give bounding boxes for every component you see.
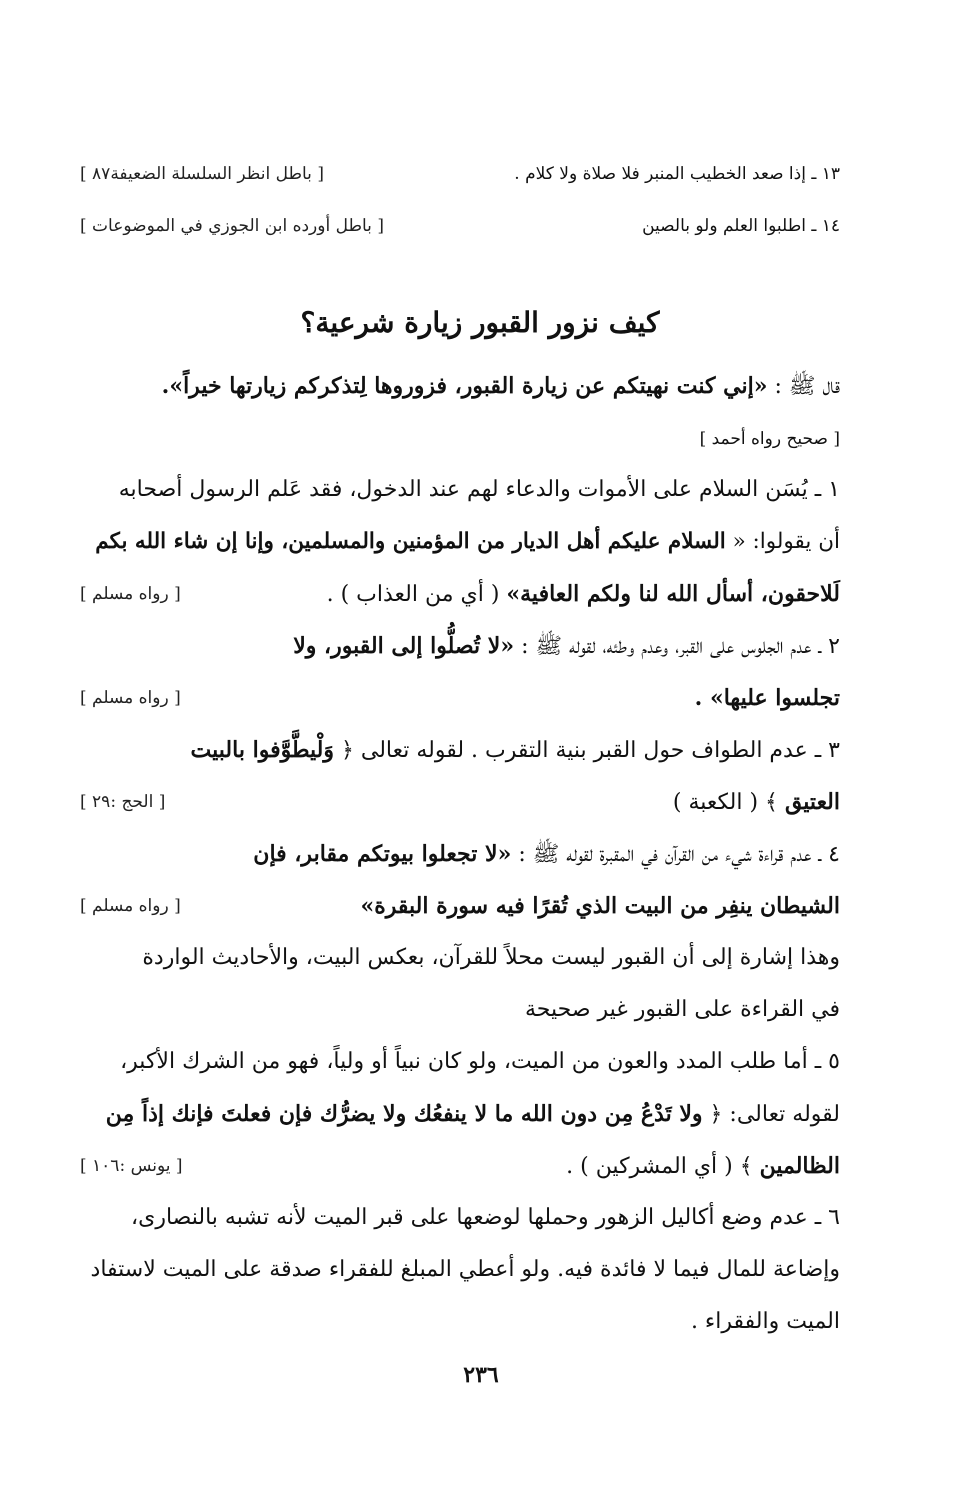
footnote-citation: [ باطل أورده ابن الجوزي في الموضوعات ] (80, 216, 384, 236)
citation: [ رواه مسلم ] (80, 688, 181, 708)
paragraph-text: الميت والفقراء . (690, 1309, 840, 1334)
quran-text: ولا تَدْعُ مِن دون الله ما لا ينفعُك ولا يضرُّك فإن فعلتَ فإنك إذاً مِن (105, 1101, 703, 1127)
paragraph-2-line-2 (80, 674, 840, 722)
footnote-14 (80, 202, 840, 250)
intro-prefix: قال ﷺ : (767, 374, 840, 399)
paragraph-text: ٢ ـ عدم الجلوس على القبر، وعدم وطئه، لقوله ﷺ : (514, 634, 840, 659)
intro-citation-line (80, 414, 840, 462)
intro-hadith-line (80, 362, 840, 410)
paragraph-text: وإضاعة للمال فيما لا فائدة فيه. ولو أعطي المبلغ للفقراء صدقة على الميت لاستفاد (90, 1257, 840, 1282)
paragraph-6-line-1 (80, 1194, 840, 1242)
paragraph-text: وهذا إشارة إلى أن القبور ليست محلاً للقرآن، بعكس البيت، والأحاديث الواردة (142, 945, 840, 970)
citation: [ الحج :٢٩ ] (80, 792, 166, 812)
quran-text: الظالمين (759, 1153, 840, 1179)
paragraph-4-line-2 (80, 882, 840, 930)
paragraph-4-line-1 (80, 830, 840, 878)
paragraph-4-line-4 (80, 986, 840, 1034)
paragraph-text: ٥ ـ أما طلب المدد والعون من الميت، ولو كان نبياً أو ولياً، فهو من الشرك الأكبر، (120, 1049, 840, 1074)
quran-text: العتيق (784, 789, 840, 815)
citation: [ يونس :١٠٦ ] (80, 1156, 183, 1176)
paragraph-6-line-3 (80, 1298, 840, 1346)
paragraph-1-line-2 (80, 518, 840, 566)
paragraph-2-line-1 (80, 622, 840, 670)
paragraph-5-line-1 (80, 1038, 840, 1086)
intro-citation: [ صحيح رواه أحمد ] (699, 429, 840, 449)
paragraph-3-line-1 (80, 726, 840, 774)
paragraph-text: في القراءة على القبور غير صحيحة (524, 997, 840, 1022)
hadith-text: لَلاحقون، أسأل الله لنا ولكم العافية» (506, 581, 840, 607)
section-title: كيف نزور القبور زيارة شرعية؟ (300, 306, 660, 339)
footnote-citation: [ باطل انظر السلسلة الضعيفة٨٧ ] (80, 164, 324, 184)
page-number: ٢٣٦ (463, 1362, 499, 1388)
paragraph-5-line-2 (80, 1090, 840, 1138)
footnote-text: ١٣ ـ إذا صعد الخطيب المنبر فلا صلاة ولا كلام . (514, 164, 840, 184)
hadith-text: «لا تُصلُّوا إلى القبور، ولا (293, 633, 515, 659)
paragraph-text: ﴾ ( الكعبة ) (672, 790, 785, 815)
footnote-13 (80, 150, 840, 198)
citation: [ رواه مسلم ] (80, 896, 181, 916)
intro-hadith: «إني كنت نهيتكم عن زيارة القبور، فزوروها لِتذكركم زيارتها خيراً». (161, 373, 768, 399)
paragraph-1-line-1 (80, 466, 840, 514)
hadith-text: «لا تجعلوا بيوتكم مقابر، فإن (253, 841, 512, 867)
paragraph-1-line-3 (80, 570, 840, 618)
paragraph-3-line-2 (80, 778, 840, 826)
paragraph-text: أن يقولوا: « (725, 529, 840, 554)
paragraph-text: لقوله تعالى: ﴿ (702, 1102, 840, 1127)
paragraph-5-line-3 (80, 1142, 840, 1190)
citation: [ رواه مسلم ] (80, 584, 181, 604)
hadith-text: الشيطان ينفِر من البيت الذي تُقرًا فيه سورة البقرة» (360, 893, 840, 919)
hadith-text: تجلسوا عليها» . (694, 685, 840, 711)
footnote-text: ١٤ ـ اطلبوا العلم ولو بالصين (642, 216, 840, 236)
paragraph-text: ١ ـ يُسَن السلام على الأموات والدعاء لهم عند الدخول، فقد عَلم الرسول أصحابه (118, 477, 840, 502)
paragraph-6-line-2 (80, 1246, 840, 1294)
paragraph-text: ٤ ـ عدم قراءة شيء من القرآن في المقبرة لقوله ﷺ : (511, 842, 840, 867)
paragraph-text: ٦ ـ عدم وضع أكاليل الزهور وحملها لوضعها على قبر الميت لأنه تشبه بالنصارى، (131, 1205, 840, 1230)
paragraph-text: ( أي من العذاب ) . (326, 582, 507, 607)
hadith-text: السلام عليكم أهل الديار من المؤمنين والمسلمين، وإنا إن شاء الله بكم (95, 529, 726, 554)
paragraph-text: ٣ ـ عدم الطواف حول القبر بنية التقرب . لقوله تعالى ﴿ (334, 738, 840, 763)
paragraph-text: ﴾ ( أي المشركين ) . (566, 1154, 760, 1179)
paragraph-4-line-3 (80, 934, 840, 982)
quran-text: وَلْيطَّوَّفوا بالبيت (190, 737, 334, 763)
